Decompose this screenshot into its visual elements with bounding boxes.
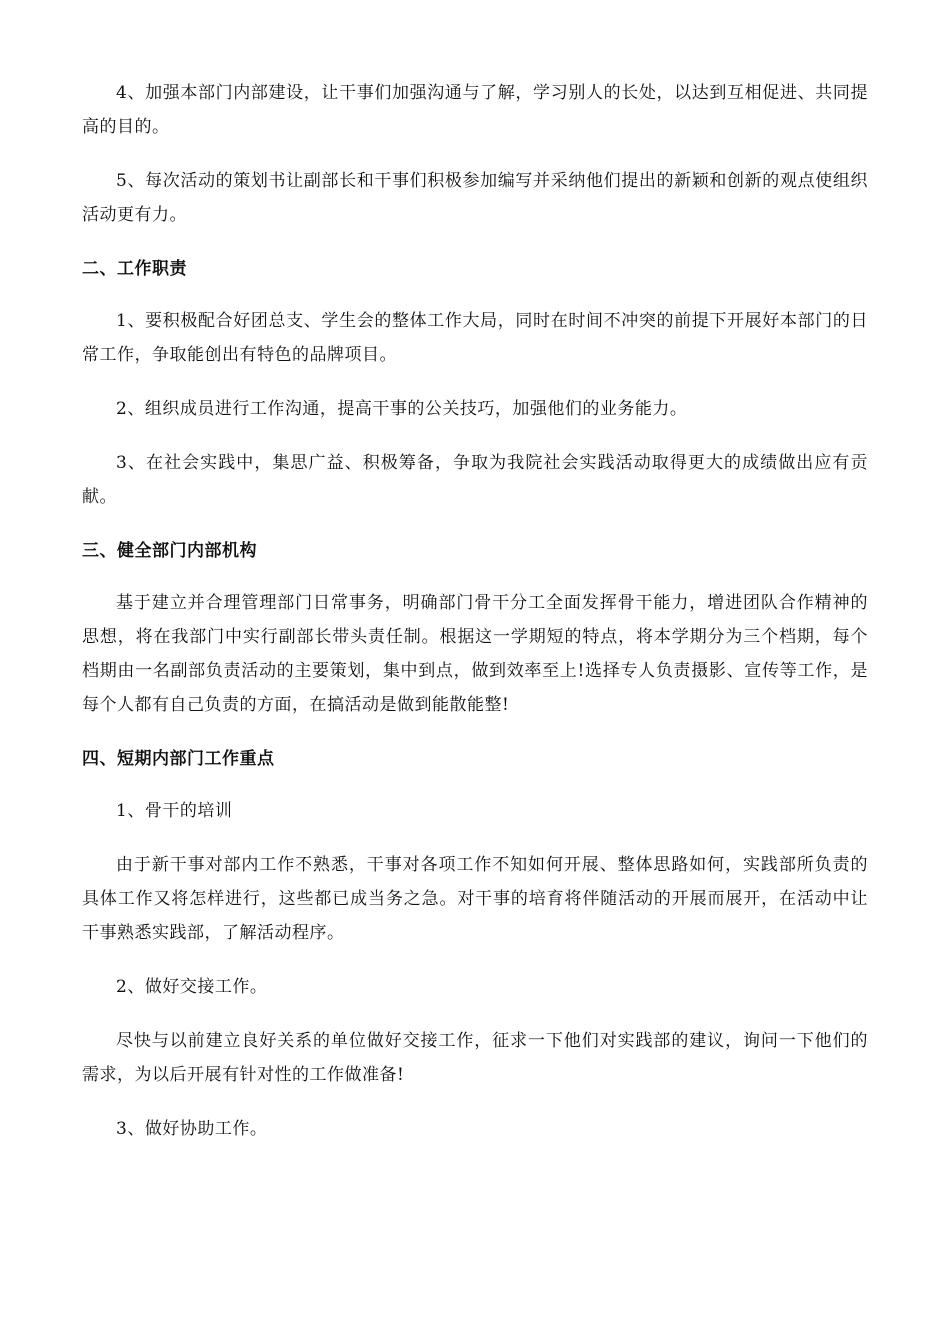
paragraph-duty-1: 1、要积极配合好团总支、学生会的整体工作大局，同时在时间不冲突的前提下开展好本部门的日常工作，争取能创出有特色的品牌项目。 <box>82 311 868 365</box>
paragraph-duty-2: 2、组织成员进行工作沟通，提高干事的公关技巧，加强他们的业务能力。 <box>116 399 688 419</box>
paragraph-structure: 基于建立并合理管理部门日常事务，明确部门骨干分工全面发挥骨干能力，增进团队合作精神的思想，将在我部门中实行副部长带头责任制。根据这一学期短的特点，将本学期分为三个档期，每个档期由一名副部负责活动的主要策划，集中到点，做到效率至上!选择专人负责摄影、宣传等工作，是每个人都有自己负责的方面，在搞活动是做到能散能整! <box>82 593 868 715</box>
paragraph-item-5: 5、每次活动的策划书让副部长和干事们积极参加编写并采纳他们提出的新颖和创新的观点使组织活动更有力。 <box>82 171 868 225</box>
section-heading-work-duties: 二、工作职责 <box>82 259 187 279</box>
section-heading-internal-structure: 三、健全部门内部机构 <box>82 541 257 561</box>
paragraph-focus-2-body: 尽快与以前建立良好关系的单位做好交接工作，征求一下他们对实践部的建议，询问一下他们的需求，为以后开展有针对性的工作做准备! <box>82 1031 868 1085</box>
paragraph-focus-1-title: 1、骨干的培训 <box>116 801 233 821</box>
paragraph-focus-2-title: 2、做好交接工作。 <box>116 977 268 997</box>
paragraph-focus-1-body: 由于新干事对部内工作不熟悉，干事对各项工作不知如何开展、整体思路如何，实践部所负责的具体工作又将怎样进行，这些都已成当务之急。对干事的培育将伴随活动的开展而展开，在活动中让干事熟悉实践部，了解活动程序。 <box>82 855 868 943</box>
paragraph-item-4: 4、加强本部门内部建设，让干事们加强沟通与了解，学习别人的长处，以达到互相促进、共同提高的目的。 <box>82 83 868 137</box>
document-page <box>82 76 868 1166</box>
paragraph-duty-3: 3、在社会实践中，集思广益、积极筹备，争取为我院社会实践活动取得更大的成绩做出应有贡献。 <box>82 453 868 507</box>
paragraph-focus-3-title: 3、做好协助工作。 <box>116 1119 268 1139</box>
section-heading-short-term-focus: 四、短期内部门工作重点 <box>82 749 275 769</box>
